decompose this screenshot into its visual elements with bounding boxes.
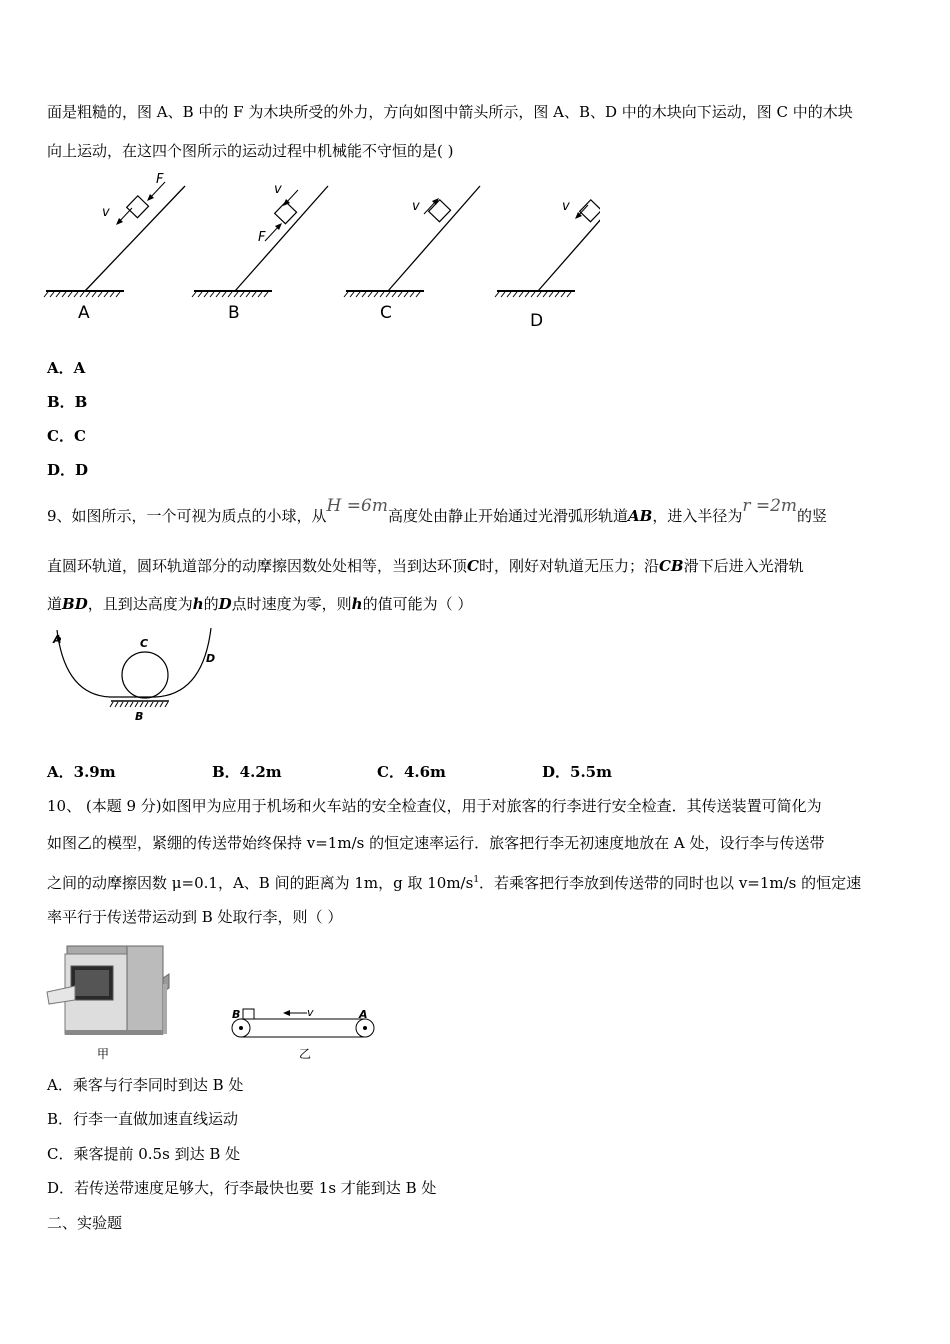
q9-option-c: C．4.6m <box>377 763 446 781</box>
q9-CB: CB <box>658 557 684 575</box>
q10-scanner-illustration <box>47 946 169 1061</box>
q10-line3a: 之间的动摩擦因数 μ=0.1，A、B 间的距离为 1m，g 取 10m/s <box>47 874 474 892</box>
q9-label-C: C <box>140 637 149 650</box>
q8-option-b: B．B <box>47 393 88 411</box>
q8-figure-label-b: B <box>228 303 240 323</box>
q8-line-1: 面是粗糙的，图 A、B 中的 F 为木块所受的外力，方向如图中箭头所示，图 A、B、D 中的木块向下运动，图 C 中的木块 <box>47 103 853 121</box>
q10-line-2: 如图乙的模型，紧绷的传送带始终保持 v=1m/s 的恒定速率运行．旅客把行李无初速度地放在 A 处，设行李与传送带 <box>47 834 825 852</box>
q9-label-D: D <box>206 652 216 665</box>
q9-option-d: D．5.5m <box>542 763 612 781</box>
q9-line-1 <box>47 496 828 526</box>
q10-figures <box>45 940 385 1065</box>
q8-figure-label-d: D <box>530 311 544 331</box>
q8-figure-d <box>495 186 600 331</box>
q9-track-figure <box>45 625 225 725</box>
q9-line3e: 的值可能为（ ） <box>362 595 473 613</box>
q10-option-b: B．行李一直做加速直线运动 <box>47 1110 239 1128</box>
q8-velocity-label-b: v <box>274 182 282 197</box>
q10-fig-jia-label: 甲 <box>97 1047 110 1061</box>
q9-BD: BD <box>62 595 88 613</box>
q10-conveyor-diagram <box>232 1006 374 1061</box>
q9-line3a: 道 <box>47 595 63 613</box>
q9-suffix: 的竖 <box>797 507 828 525</box>
q10-fig-label-A: A <box>359 1008 368 1021</box>
q9-H-expression: H =6m <box>326 496 388 516</box>
q10-line-1: 10、 (本题 9 分)如图甲为应用于机场和火车站的安全检查仪，用于对旅客的行李进行安全检查．其传送装置可简化为 <box>47 797 822 815</box>
q8-force-label-b: F <box>258 230 266 245</box>
q9-line2a: 直圆环轨道，圆环轨道部分的动摩擦因数处处相等，当到达环顶 <box>47 557 468 575</box>
q8-velocity-label-d: v <box>562 199 570 214</box>
q8-line-2: 向上运动，在这四个图所示的运动过程中机械能不守恒的是( ) <box>47 142 454 160</box>
q8-figure-c <box>344 186 480 323</box>
q8-figure-a <box>44 172 185 323</box>
q9-mid: 高度处由静止开始通过光滑弧形轨道 <box>387 507 628 525</box>
q8-velocity-label-a: v <box>102 205 110 220</box>
q8-figure-b <box>192 182 328 323</box>
q9-AB: AB <box>627 507 653 525</box>
q9-h1: h <box>192 595 204 613</box>
q10-option-d: D．若传送带速度足够大，行李最快也要 1s 才能到达 B 处 <box>47 1179 437 1197</box>
q9-label-A: A <box>53 633 62 646</box>
q9-option-b: B．4.2m <box>212 763 282 781</box>
q10-line3b: ．若乘客把行李放到传送带的同时也以 v=1m/s 的恒定速 <box>479 874 862 892</box>
q9-line-3 <box>47 594 472 614</box>
q10-fig-label-v: v <box>307 1006 314 1019</box>
q8-option-d: D．D <box>47 461 89 479</box>
q10-line-3 <box>47 870 861 893</box>
q9-mid2: ，进入半径为 <box>652 507 743 525</box>
q8-velocity-label-c: v <box>412 199 420 214</box>
q9-line-2 <box>47 556 804 576</box>
q10-line-4: 率平行于传送带运动到 B 处取行李，则（ ） <box>47 908 343 926</box>
q10-option-c: C．乘客提前 0.5s 到达 B 处 <box>47 1145 241 1163</box>
q8-option-a: A．A <box>47 359 86 377</box>
q10-fig-label-B: B <box>232 1008 241 1021</box>
q9-line3c: 的 <box>203 595 219 613</box>
q9-line2c: 滑下后进入光滑轨 <box>683 557 804 575</box>
q9-line3b: ，且到达高度为 <box>87 595 193 613</box>
q9-prefix: 9、如图所示，一个可视为质点的小球，从 <box>47 507 327 525</box>
q9-C: C <box>467 557 479 575</box>
q9-h2: h <box>351 595 363 613</box>
q8-figures <box>40 168 600 338</box>
q10-line3-sup: 1 <box>473 875 480 885</box>
q10-option-a: A．乘客与行李同时到达 B 处 <box>47 1076 244 1094</box>
q9-option-a: A．3.9m <box>47 763 116 781</box>
q8-figure-label-c: C <box>380 303 392 323</box>
q9-line2b: 时，刚好对轨道无压力；沿 <box>478 557 659 575</box>
q10-fig-yi-label: 乙 <box>299 1047 312 1061</box>
section-heading: 二、实验题 <box>47 1214 123 1232</box>
q9-D: D <box>218 595 232 613</box>
q9-line3d: 点时速度为零，则 <box>231 595 352 613</box>
q9-r-expression: r =2m <box>742 496 798 516</box>
q8-force-label-a: F <box>156 172 164 187</box>
q9-label-B: B <box>135 710 144 723</box>
q8-figure-label-a: A <box>78 303 90 323</box>
q8-option-c: C．C <box>47 427 86 445</box>
